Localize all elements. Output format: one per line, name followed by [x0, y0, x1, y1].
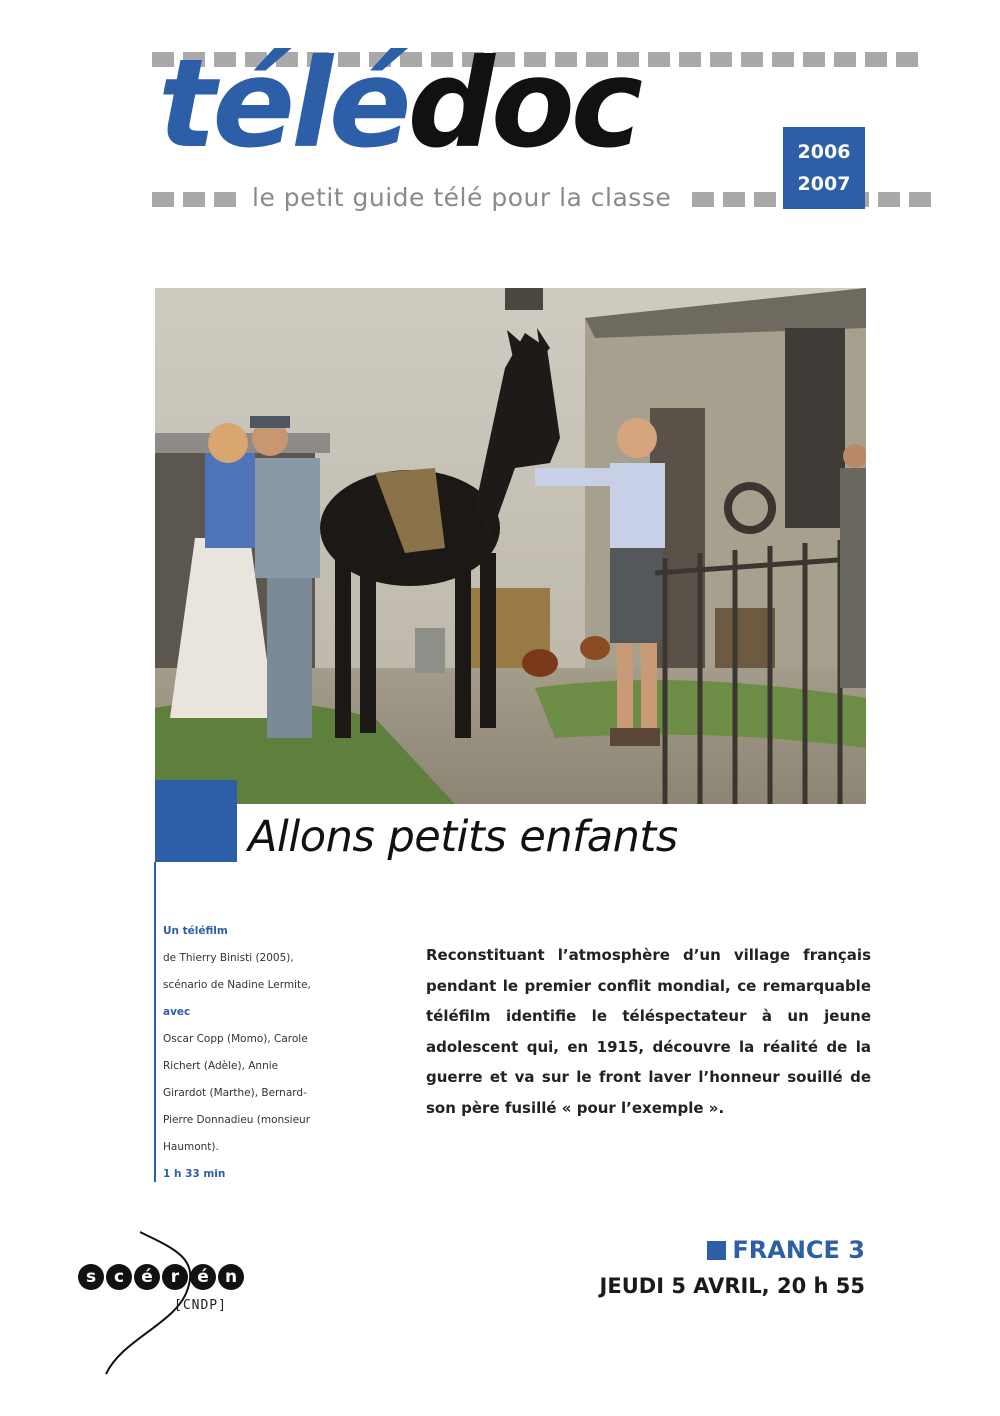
- broadcast-airtime: JEUDI 5 AVRIL, 20 h 55: [599, 1274, 865, 1298]
- credits-duration: 1 h 33 min: [163, 1168, 226, 1180]
- season-year-end: 2007: [797, 173, 851, 195]
- film-strip-square: [772, 52, 794, 67]
- film-strip-square: [834, 52, 856, 67]
- credits-screenplay-line: scénario de Nadine Lermite,: [163, 979, 311, 991]
- film-title: Allons petits enfants: [248, 812, 678, 862]
- film-strip-square: [909, 192, 931, 207]
- film-strip-square: [214, 192, 236, 207]
- logo-letter: é: [190, 1264, 216, 1290]
- channel-square-icon: [707, 1241, 726, 1260]
- logo-subtitle: [CNDP]: [174, 1298, 227, 1313]
- film-strip-square: [152, 192, 174, 207]
- logo-letter: n: [218, 1264, 244, 1290]
- film-strip-square: [679, 52, 701, 67]
- credits-cast-line: Oscar Copp (Momo), Carole: [163, 1033, 308, 1045]
- logo-part-doc: doc: [407, 33, 640, 175]
- channel-name: FRANCE 3: [732, 1236, 865, 1264]
- film-strip-square: [710, 52, 732, 67]
- credits-director-line: de Thierry Binisti (2005),: [163, 952, 294, 964]
- film-strip-square: [741, 52, 763, 67]
- film-strip-square: [865, 52, 887, 67]
- film-strip-square: [692, 192, 714, 207]
- logo-part-tele: télé: [158, 33, 408, 175]
- sceren-cndp-logo: [78, 1228, 268, 1378]
- logo-swoosh-icon: [78, 1228, 268, 1378]
- credits-side-rule: [154, 862, 156, 1182]
- film-strip-bottom-left: [152, 192, 236, 207]
- season-year-start: 2006: [797, 141, 851, 163]
- logo-letter: é: [134, 1264, 160, 1290]
- logo-letters: [78, 1264, 244, 1290]
- credits-cast-line: Haumont).: [163, 1141, 219, 1153]
- film-strip-square: [648, 52, 670, 67]
- film-strip-square: [803, 52, 825, 67]
- logo-letter: s: [78, 1264, 104, 1290]
- film-strip-square: [723, 192, 745, 207]
- credits-cast-line: Girardot (Marthe), Bernard-: [163, 1087, 307, 1099]
- credits-with-label: avec: [163, 1006, 191, 1018]
- film-strip-square: [183, 192, 205, 207]
- tagline: le petit guide télé pour la classe: [252, 183, 672, 212]
- teledoc-logo: [158, 34, 639, 174]
- film-credits: [163, 918, 328, 1188]
- credits-cast-line: Pierre Donnadieu (monsieur: [163, 1114, 311, 1126]
- film-still-photo: [155, 288, 866, 804]
- season-badge: [783, 127, 865, 209]
- synopsis-text: Reconstituant l’atmosphère d’un village français pendant le premier conflit mondial, ce remarquable téléfilm identifie le téléspectateur à un jeune adolescent qui, en 1915, découvre la réalité de la guerre et va sur le front laver l’honneur souillé de son père fusillé « pour l’exemple ».: [426, 946, 871, 1117]
- film-strip-square: [896, 52, 918, 67]
- film-strip-square: [754, 192, 776, 207]
- logo-letter: r: [162, 1264, 188, 1290]
- film-strip-square: [878, 192, 900, 207]
- broadcast-channel: [707, 1236, 865, 1264]
- credits-type-label: Un téléfilm: [163, 925, 228, 937]
- logo-letter: c: [106, 1264, 132, 1290]
- credits-cast-line: Richert (Adèle), Annie: [163, 1060, 279, 1072]
- title-accent-square: [155, 780, 237, 862]
